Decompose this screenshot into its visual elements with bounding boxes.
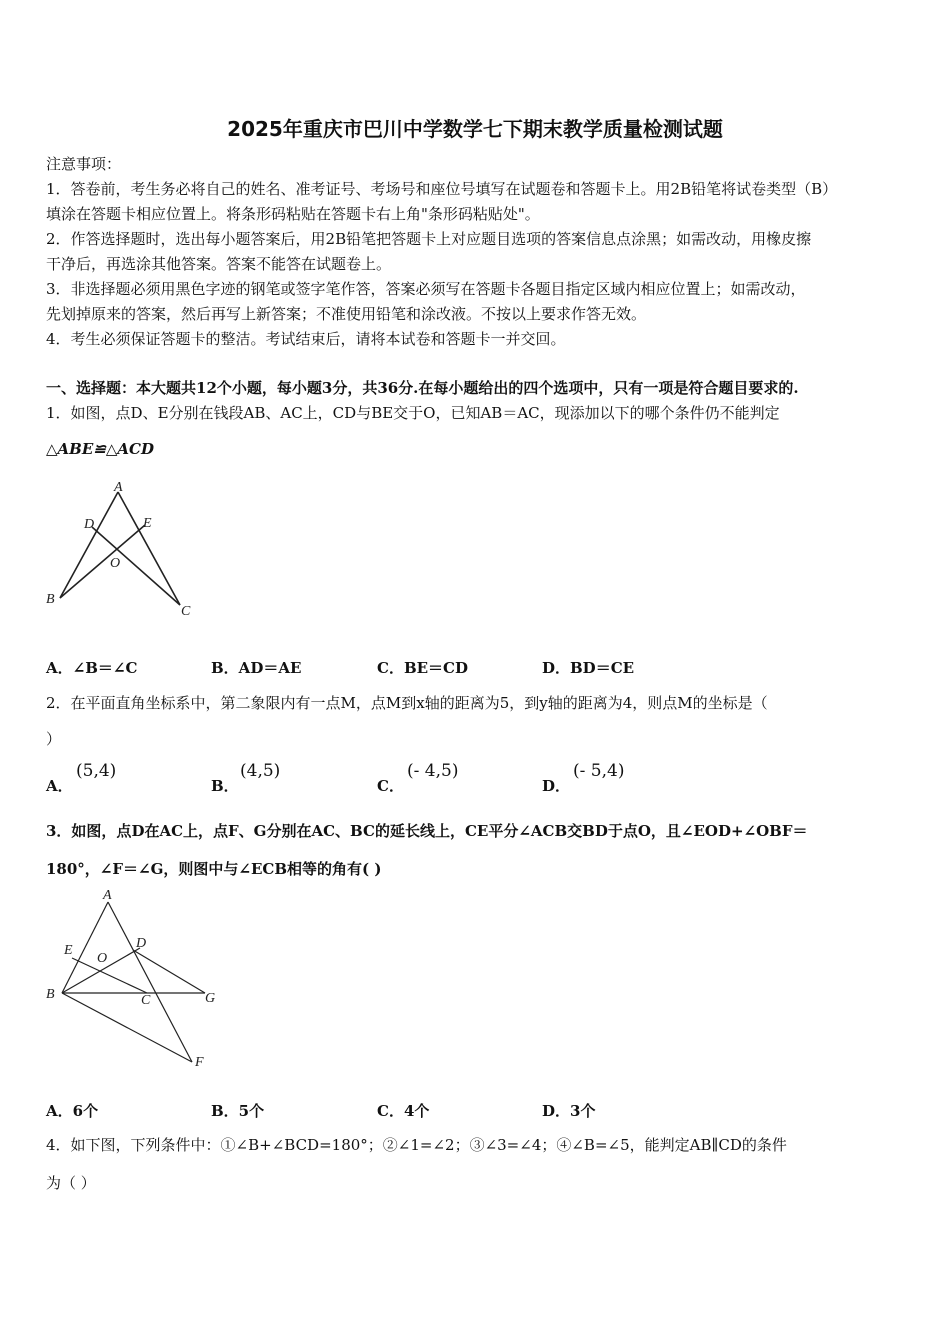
fig1-label: O	[110, 556, 121, 571]
notice-line: 干净后，再选涂其他答案。答案不能答在试题卷上。	[46, 255, 392, 273]
fig3-label: B	[46, 987, 55, 1002]
q3-figure	[62, 902, 205, 1062]
notice-line: 1．答卷前，考生务必将自己的姓名、准考证号、考场号和座位号填写在试题卷和答题卡上。用2B铅笔将试卷类型（B）	[46, 180, 838, 198]
fig1-label: A	[114, 480, 123, 495]
q3-option-c: C．4个	[377, 1102, 430, 1120]
fig1-label: B	[46, 592, 55, 607]
q2-option-b: (4,5)	[240, 761, 281, 781]
q2-text: 2．在平面直角坐标系中，第二象限内有一点M，点M到x轴的距离为5，到y轴的距离为4，则点M的坐标是（	[46, 694, 768, 712]
q2-option-d: (- 5,4)	[573, 761, 625, 781]
fig1-label: C	[181, 604, 191, 619]
q1-option-d: D．BD＝CE	[542, 659, 635, 677]
notice-line: 填涂在答题卡相应位置上。将条形码粘贴在答题卡右上角"条形码粘贴处"。	[46, 205, 540, 223]
fig3-label: C	[141, 993, 151, 1008]
q2-option-b-letter: B．	[211, 777, 239, 795]
q2-option-a: (5,4)	[76, 761, 117, 781]
q3-option-a: A．6个	[46, 1102, 99, 1120]
q1-text: 1．如图，点D、E分别在钱段AB、AC上，CD与BE交于O，已知AB＝AC，现添加以下的哪个条件仍不能判定	[46, 404, 780, 422]
q1-option-b: B．AD＝AE	[211, 659, 302, 677]
q3-option-d: D．3个	[542, 1102, 596, 1120]
q3-text: 180°，∠F＝∠G，则图中与∠ECB相等的角有( )	[46, 860, 382, 878]
section-heading: 一、选择题：本大题共12个小题，每小题3分，共36分.在每小题给出的四个选项中，只有一项是符合题目要求的.	[46, 379, 799, 397]
q1-text: △ABE≌△ACD	[46, 440, 154, 458]
q1-option-c: C．BE＝CD	[377, 659, 468, 677]
fig3-label: O	[97, 951, 108, 966]
q2-option-d-letter: D．	[542, 777, 571, 795]
fig3-label: A	[103, 888, 112, 903]
notice-line: 4．考生必须保证答题卡的整洁。考试结束后，请将本试卷和答题卡一并交回。	[46, 330, 566, 348]
q2-option-c: (- 4,5)	[407, 761, 459, 781]
fig1-label: E	[143, 516, 152, 531]
fig3-label: F	[195, 1055, 204, 1070]
q2-text: ）	[46, 730, 62, 748]
q3-option-b: B．5个	[211, 1102, 265, 1120]
notice-line: 2．作答选择题时，选出每小题答案后，用2B铅笔把答题卡上对应题目选项的答案信息点涂黑；如需改动，用橡皮擦	[46, 230, 812, 248]
q4-text: 为（ ）	[46, 1174, 96, 1192]
q1-option-a: A．∠B＝∠C	[46, 659, 138, 677]
fig3-label: E	[64, 943, 73, 958]
notice-line: 先划掉原来的答案，然后再写上新答案；不准使用铅笔和涂改液。不按以上要求作答无效。	[46, 305, 647, 323]
page-title: 2025年重庆市巴川中学数学七下期末教学质量检测试题	[227, 117, 723, 141]
fig3-label: D	[136, 936, 147, 951]
q4-text: 4．如下图，下列条件中：①∠B+∠BCD=180°；②∠1=∠2；③∠3=∠4；④∠B=∠5，能判定AB∥CD的条件	[46, 1136, 787, 1154]
fig3-label: G	[205, 991, 216, 1006]
notice-line: 3．非选择题必须用黑色字迹的钢笔或签字笔作答，答案必须写在答题卡各题目指定区域内相应位置上；如需改动，	[46, 280, 806, 298]
fig1-label: D	[84, 517, 95, 532]
q1-figure	[60, 492, 180, 605]
notice-heading: 注意事项：	[46, 155, 122, 173]
q2-option-c-letter: C．	[377, 777, 404, 795]
q2-option-a-letter: A．	[46, 777, 73, 795]
q3-text: 3．如图，点D在AC上，点F、G分别在AC、BC的延长线上，CE平分∠ACB交BD于点O，且∠EOD+∠OBF＝	[46, 822, 808, 840]
